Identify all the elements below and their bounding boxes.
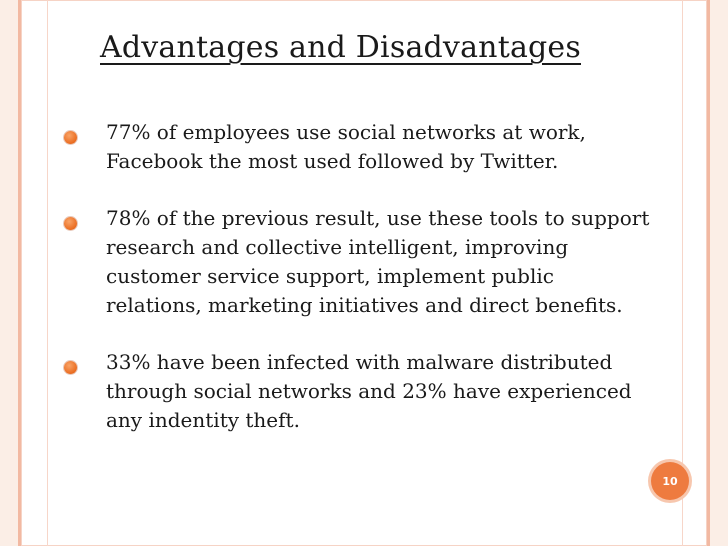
bullet-item — [64, 118, 664, 176]
slide-title: Advantages and Disadvantages — [100, 30, 581, 65]
bullet-dot-icon — [64, 131, 77, 144]
bullet-item — [64, 348, 664, 435]
bullet-text: 77% of employees use social networks at work, Facebook the most used followed by Twitter. — [106, 120, 586, 173]
bullet-text: 78% of the previous result, use these tools to support research and collective intelligent, improving customer service support, implement public relations, marketing initiatives and direct benefits. — [106, 206, 650, 317]
bullet-item — [64, 204, 664, 320]
page-number-badge: 10 — [651, 462, 689, 500]
bullet-list — [64, 118, 664, 463]
bullet-text: 33% have been infected with malware distributed through social networks and 23% have experienced any indentity theft. — [106, 350, 632, 432]
bullet-dot-icon — [64, 217, 77, 230]
bullet-dot-icon — [64, 361, 77, 374]
